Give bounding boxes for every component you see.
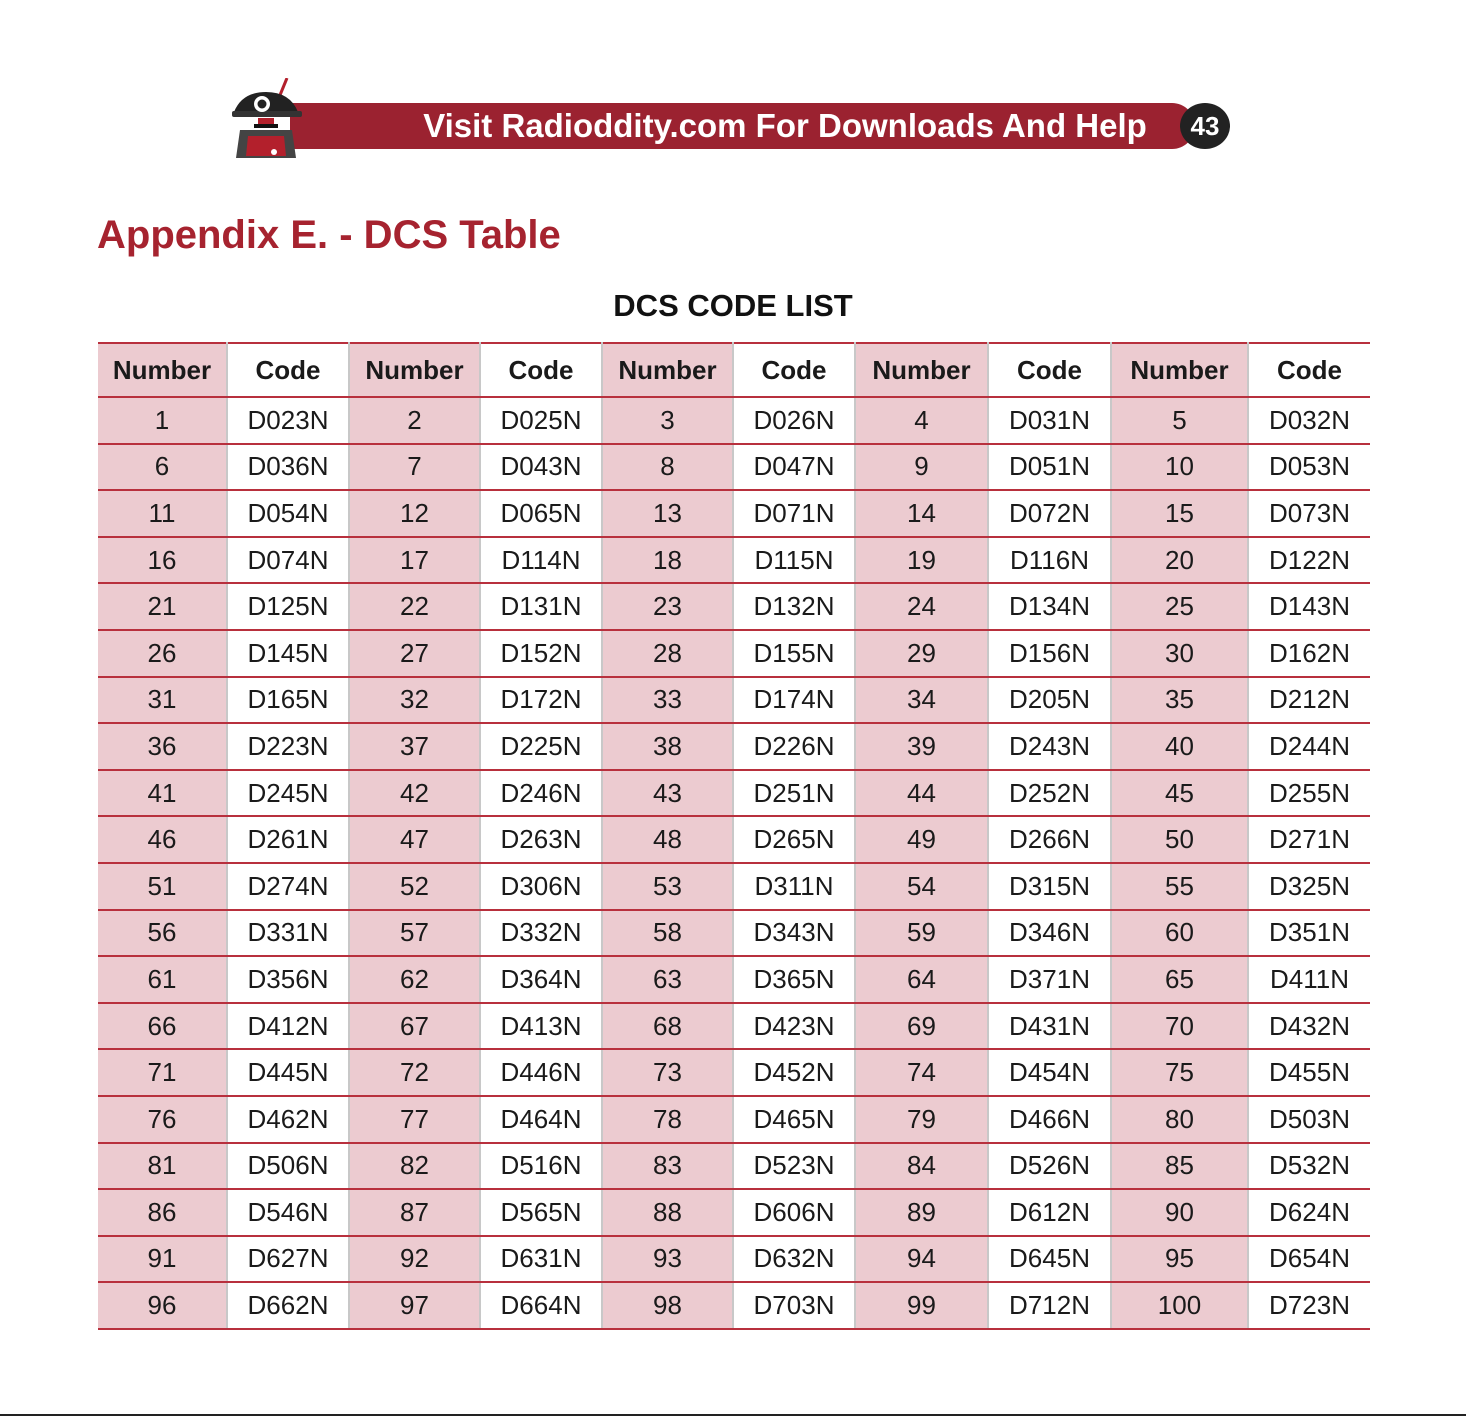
code-cell: D462N [227, 1096, 349, 1143]
code-cell: D145N [227, 630, 349, 677]
number-cell: 52 [349, 863, 480, 910]
column-header-number: Number [602, 343, 733, 397]
code-cell: D624N [1248, 1189, 1370, 1236]
code-cell: D266N [988, 816, 1111, 863]
number-cell: 45 [1111, 770, 1248, 817]
code-cell: D632N [733, 1236, 855, 1283]
number-cell: 35 [1111, 677, 1248, 724]
number-cell: 98 [602, 1282, 733, 1329]
code-cell: D546N [227, 1189, 349, 1236]
number-cell: 70 [1111, 1003, 1248, 1050]
number-cell: 19 [855, 537, 988, 584]
number-cell: 41 [98, 770, 227, 817]
number-cell: 17 [349, 537, 480, 584]
code-cell: D446N [480, 1049, 602, 1096]
code-cell: D452N [733, 1049, 855, 1096]
code-cell: D073N [1248, 490, 1370, 537]
number-cell: 1 [98, 397, 227, 444]
table-row [98, 397, 1370, 444]
number-cell: 93 [602, 1236, 733, 1283]
number-cell: 68 [602, 1003, 733, 1050]
table-row [98, 1003, 1370, 1050]
number-cell: 74 [855, 1049, 988, 1096]
number-cell: 39 [855, 723, 988, 770]
code-cell: D431N [988, 1003, 1111, 1050]
number-cell: 18 [602, 537, 733, 584]
code-cell: D251N [733, 770, 855, 817]
code-cell: D047N [733, 444, 855, 491]
number-cell: 24 [855, 583, 988, 630]
number-cell: 63 [602, 956, 733, 1003]
table-row [98, 537, 1370, 584]
code-cell: D053N [1248, 444, 1370, 491]
table-row [98, 816, 1370, 863]
code-cell: D432N [1248, 1003, 1370, 1050]
table-row [98, 1096, 1370, 1143]
number-cell: 32 [349, 677, 480, 724]
number-cell: 28 [602, 630, 733, 677]
number-cell: 77 [349, 1096, 480, 1143]
code-cell: D252N [988, 770, 1111, 817]
number-cell: 82 [349, 1143, 480, 1190]
banner-text: Visit Radioddity.com For Downloads And Help [423, 107, 1147, 144]
code-cell: D143N [1248, 583, 1370, 630]
number-cell: 13 [602, 490, 733, 537]
code-cell: D246N [480, 770, 602, 817]
code-cell: D212N [1248, 677, 1370, 724]
number-cell: 87 [349, 1189, 480, 1236]
number-cell: 11 [98, 490, 227, 537]
table-row [98, 863, 1370, 910]
code-cell: D255N [1248, 770, 1370, 817]
number-cell: 71 [98, 1049, 227, 1096]
code-cell: D411N [1248, 956, 1370, 1003]
code-cell: D464N [480, 1096, 602, 1143]
number-cell: 8 [602, 444, 733, 491]
number-cell: 64 [855, 956, 988, 1003]
code-cell: D723N [1248, 1282, 1370, 1329]
number-cell: 30 [1111, 630, 1248, 677]
number-cell: 27 [349, 630, 480, 677]
number-cell: 51 [98, 863, 227, 910]
number-cell: 46 [98, 816, 227, 863]
number-cell: 26 [98, 630, 227, 677]
column-header-code: Code [733, 343, 855, 397]
code-cell: D225N [480, 723, 602, 770]
number-cell: 38 [602, 723, 733, 770]
code-cell: D364N [480, 956, 602, 1003]
number-cell: 57 [349, 910, 480, 957]
code-cell: D454N [988, 1049, 1111, 1096]
code-cell: D172N [480, 677, 602, 724]
code-cell: D662N [227, 1282, 349, 1329]
code-cell: D332N [480, 910, 602, 957]
code-cell: D122N [1248, 537, 1370, 584]
number-cell: 91 [98, 1236, 227, 1283]
number-cell: 29 [855, 630, 988, 677]
code-cell: D645N [988, 1236, 1111, 1283]
table-row [98, 630, 1370, 677]
number-cell: 40 [1111, 723, 1248, 770]
column-header-code: Code [227, 343, 349, 397]
table-row [98, 444, 1370, 491]
table-row [98, 1143, 1370, 1190]
number-cell: 55 [1111, 863, 1248, 910]
number-cell: 88 [602, 1189, 733, 1236]
column-header-number: Number [349, 343, 480, 397]
number-cell: 65 [1111, 956, 1248, 1003]
number-cell: 79 [855, 1096, 988, 1143]
code-cell: D152N [480, 630, 602, 677]
number-cell: 10 [1111, 444, 1248, 491]
code-cell: D371N [988, 956, 1111, 1003]
code-cell: D263N [480, 816, 602, 863]
code-cell: D606N [733, 1189, 855, 1236]
dcs-code-table [98, 342, 1370, 1330]
code-cell: D026N [733, 397, 855, 444]
code-cell: D165N [227, 677, 349, 724]
number-cell: 49 [855, 816, 988, 863]
code-cell: D466N [988, 1096, 1111, 1143]
code-cell: D043N [480, 444, 602, 491]
table-row [98, 723, 1370, 770]
number-cell: 53 [602, 863, 733, 910]
code-cell: D523N [733, 1143, 855, 1190]
number-cell: 14 [855, 490, 988, 537]
number-cell: 97 [349, 1282, 480, 1329]
number-cell: 3 [602, 397, 733, 444]
code-cell: D503N [1248, 1096, 1370, 1143]
column-header-number: Number [855, 343, 988, 397]
number-cell: 61 [98, 956, 227, 1003]
code-cell: D565N [480, 1189, 602, 1236]
code-cell: D271N [1248, 816, 1370, 863]
column-header-code: Code [1248, 343, 1370, 397]
number-cell: 16 [98, 537, 227, 584]
number-cell: 96 [98, 1282, 227, 1329]
code-cell: D712N [988, 1282, 1111, 1329]
appendix-title: Appendix E. - DCS Table [97, 213, 561, 257]
number-cell: 86 [98, 1189, 227, 1236]
number-cell: 33 [602, 677, 733, 724]
code-cell: D306N [480, 863, 602, 910]
code-cell: D244N [1248, 723, 1370, 770]
code-cell: D065N [480, 490, 602, 537]
table-row [98, 677, 1370, 724]
number-cell: 78 [602, 1096, 733, 1143]
number-cell: 83 [602, 1143, 733, 1190]
number-cell: 6 [98, 444, 227, 491]
code-cell: D032N [1248, 397, 1370, 444]
column-header-code: Code [480, 343, 602, 397]
number-cell: 67 [349, 1003, 480, 1050]
number-cell: 76 [98, 1096, 227, 1143]
number-cell: 20 [1111, 537, 1248, 584]
code-cell: D612N [988, 1189, 1111, 1236]
number-cell: 100 [1111, 1282, 1248, 1329]
number-cell: 5 [1111, 397, 1248, 444]
number-cell: 80 [1111, 1096, 1248, 1143]
code-cell: D703N [733, 1282, 855, 1329]
number-cell: 92 [349, 1236, 480, 1283]
number-cell: 22 [349, 583, 480, 630]
footer-line [0, 1414, 1466, 1416]
code-cell: D455N [1248, 1049, 1370, 1096]
code-cell: D516N [480, 1143, 602, 1190]
number-cell: 56 [98, 910, 227, 957]
number-cell: 50 [1111, 816, 1248, 863]
number-cell: 15 [1111, 490, 1248, 537]
code-cell: D114N [480, 537, 602, 584]
code-cell: D356N [227, 956, 349, 1003]
code-cell: D351N [1248, 910, 1370, 957]
code-cell: D051N [988, 444, 1111, 491]
code-cell: D413N [480, 1003, 602, 1050]
code-cell: D245N [227, 770, 349, 817]
code-cell: D031N [988, 397, 1111, 444]
code-cell: D631N [480, 1236, 602, 1283]
number-cell: 89 [855, 1189, 988, 1236]
number-cell: 94 [855, 1236, 988, 1283]
code-cell: D654N [1248, 1236, 1370, 1283]
number-cell: 21 [98, 583, 227, 630]
page-number: 43 [1180, 103, 1230, 149]
number-cell: 31 [98, 677, 227, 724]
number-cell: 54 [855, 863, 988, 910]
table-row [98, 1236, 1370, 1283]
code-cell: D115N [733, 537, 855, 584]
code-cell: D315N [988, 863, 1111, 910]
table-row [98, 1189, 1370, 1236]
code-cell: D506N [227, 1143, 349, 1190]
column-header-number: Number [98, 343, 227, 397]
code-cell: D036N [227, 444, 349, 491]
code-cell: D365N [733, 956, 855, 1003]
code-cell: D331N [227, 910, 349, 957]
column-header-number: Number [1111, 343, 1248, 397]
number-cell: 81 [98, 1143, 227, 1190]
number-cell: 23 [602, 583, 733, 630]
table-row [98, 910, 1370, 957]
code-cell: D243N [988, 723, 1111, 770]
code-cell: D132N [733, 583, 855, 630]
code-cell: D423N [733, 1003, 855, 1050]
code-cell: D156N [988, 630, 1111, 677]
number-cell: 95 [1111, 1236, 1248, 1283]
number-cell: 62 [349, 956, 480, 1003]
code-cell: D205N [988, 677, 1111, 724]
number-cell: 58 [602, 910, 733, 957]
column-header-code: Code [988, 343, 1111, 397]
code-cell: D526N [988, 1143, 1111, 1190]
code-cell: D155N [733, 630, 855, 677]
table-row [98, 770, 1370, 817]
table-row [98, 583, 1370, 630]
code-cell: D054N [227, 490, 349, 537]
code-cell: D325N [1248, 863, 1370, 910]
code-cell: D074N [227, 537, 349, 584]
code-cell: D174N [733, 677, 855, 724]
number-cell: 4 [855, 397, 988, 444]
number-cell: 48 [602, 816, 733, 863]
number-cell: 73 [602, 1049, 733, 1096]
code-cell: D346N [988, 910, 1111, 957]
code-cell: D226N [733, 723, 855, 770]
code-cell: D445N [227, 1049, 349, 1096]
code-cell: D465N [733, 1096, 855, 1143]
table-body [98, 397, 1370, 1329]
code-cell: D627N [227, 1236, 349, 1283]
code-cell: D023N [227, 397, 349, 444]
code-cell: D343N [733, 910, 855, 957]
number-cell: 34 [855, 677, 988, 724]
number-cell: 60 [1111, 910, 1248, 957]
number-cell: 44 [855, 770, 988, 817]
code-cell: D125N [227, 583, 349, 630]
number-cell: 84 [855, 1143, 988, 1190]
code-cell: D664N [480, 1282, 602, 1329]
radio-robot-mascot-icon [232, 78, 302, 162]
banner-bar [290, 103, 1195, 149]
code-cell: D223N [227, 723, 349, 770]
table-row [98, 956, 1370, 1003]
number-cell: 43 [602, 770, 733, 817]
number-cell: 47 [349, 816, 480, 863]
table-row [98, 1049, 1370, 1096]
code-cell: D116N [988, 537, 1111, 584]
number-cell: 42 [349, 770, 480, 817]
number-cell: 7 [349, 444, 480, 491]
code-cell: D261N [227, 816, 349, 863]
number-cell: 59 [855, 910, 988, 957]
table-row [98, 490, 1370, 537]
code-cell: D071N [733, 490, 855, 537]
number-cell: 36 [98, 723, 227, 770]
number-cell: 85 [1111, 1143, 1248, 1190]
header-banner [232, 78, 1232, 162]
number-cell: 12 [349, 490, 480, 537]
number-cell: 66 [98, 1003, 227, 1050]
number-cell: 72 [349, 1049, 480, 1096]
code-cell: D134N [988, 583, 1111, 630]
code-cell: D265N [733, 816, 855, 863]
code-cell: D072N [988, 490, 1111, 537]
number-cell: 25 [1111, 583, 1248, 630]
number-cell: 2 [349, 397, 480, 444]
table-header-row [98, 343, 1370, 397]
number-cell: 90 [1111, 1189, 1248, 1236]
code-cell: D274N [227, 863, 349, 910]
number-cell: 99 [855, 1282, 988, 1329]
code-cell: D311N [733, 863, 855, 910]
number-cell: 69 [855, 1003, 988, 1050]
code-cell: D131N [480, 583, 602, 630]
code-cell: D025N [480, 397, 602, 444]
table-title: DCS CODE LIST [613, 288, 853, 323]
number-cell: 9 [855, 444, 988, 491]
code-cell: D532N [1248, 1143, 1370, 1190]
table-row [98, 1282, 1370, 1329]
number-cell: 37 [349, 723, 480, 770]
code-cell: D412N [227, 1003, 349, 1050]
number-cell: 75 [1111, 1049, 1248, 1096]
code-cell: D162N [1248, 630, 1370, 677]
